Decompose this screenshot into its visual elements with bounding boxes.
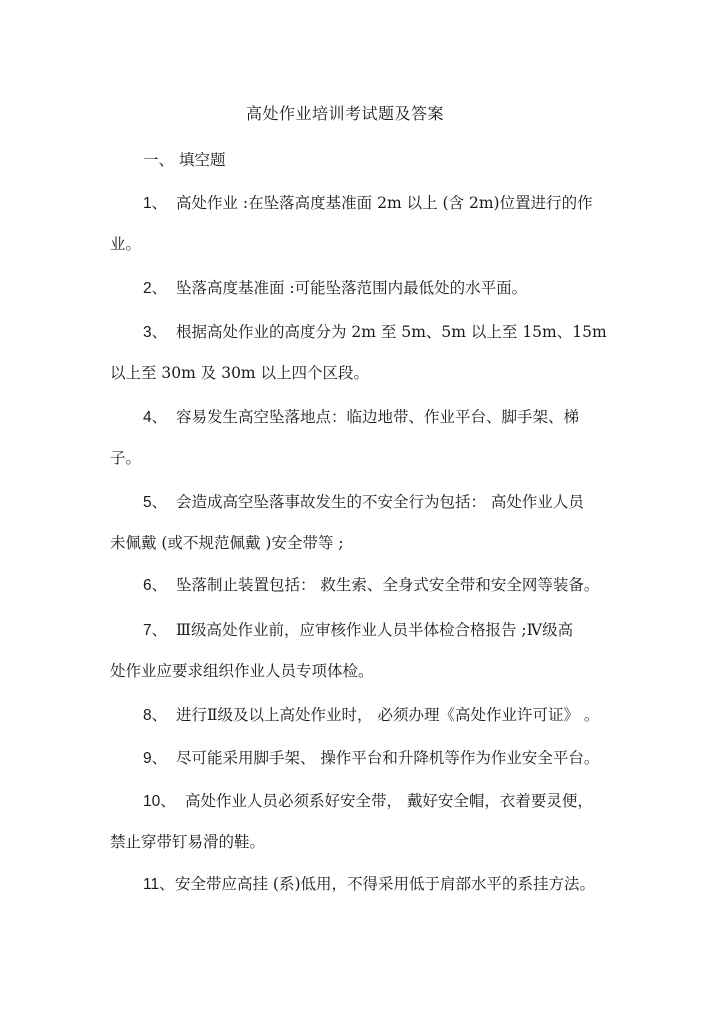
question-text-line1: 安全带应高挂 (系)低用，不得采用低于肩部水平的系挂方法。 — [175, 875, 596, 893]
question-number: 4、 — [143, 409, 168, 426]
question-item — [110, 312, 620, 394]
question-item — [110, 864, 620, 905]
question-item — [110, 695, 620, 736]
question-item — [110, 610, 620, 692]
question-number: 5、 — [143, 494, 168, 511]
question-item — [110, 781, 620, 863]
section-number: 一、 — [143, 151, 175, 169]
question-text-line2: 以上至 30m 及 30m 以上四个区段。 — [110, 364, 370, 382]
question-text-line1: 容易发生高空坠落地点：临边地带、作业平台、脚手架、梯 — [176, 408, 580, 426]
question-text-line2: 业。 — [110, 235, 142, 253]
question-number: 9、 — [143, 750, 168, 767]
section-heading — [143, 148, 226, 170]
question-number: 1、 — [143, 195, 168, 212]
question-text-line1: 进行Ⅱ级及以上高处作业时， 必须办理《高处作业许可证》 。 — [176, 706, 600, 724]
question-text-line1: Ⅲ级高处作业前，应审核作业人员半体检合格报告 ;Ⅳ级高 — [176, 621, 574, 639]
question-text-line1: 坠落制止装置包括： 救生索、全身式安全带和安全网等装备。 — [176, 576, 600, 594]
question-item — [110, 482, 620, 564]
question-number: 10、 — [143, 793, 176, 810]
question-text-line1: 尽可能采用脚手架、 操作平台和升降机等作为作业安全平台。 — [176, 749, 600, 767]
question-item — [110, 397, 620, 479]
question-item — [110, 738, 620, 779]
question-number: 2、 — [143, 280, 168, 297]
question-item — [110, 268, 620, 309]
question-text-line2: 未佩戴 (或不规范佩戴 )安全带等 ; — [110, 534, 344, 552]
section-title: 填空题 — [179, 151, 226, 169]
question-number: 8、 — [143, 707, 168, 724]
question-text-line1: 根据高处作业的高度分为 2m 至 5m、5m 以上至 15m、15m — [176, 323, 607, 341]
question-text-line1: 坠落高度基准面 :可能坠落范围内最低处的水平面。 — [176, 279, 528, 297]
question-text-line2: 子。 — [110, 449, 142, 467]
question-text-line2: 处作业应要求组织作业人员专项体检。 — [110, 662, 374, 680]
question-number: 3、 — [143, 324, 168, 341]
question-number: 11、 — [143, 876, 175, 893]
question-text-line1: 会造成高空坠落事故发生的不安全行为包括： 高处作业人员 — [176, 493, 584, 511]
question-item — [110, 565, 620, 606]
question-text-line1: 高处作业人员必须系好安全带， 戴好安全帽，衣着要灵便， — [185, 792, 593, 810]
question-number: 6、 — [143, 577, 168, 594]
question-text-line1: 高处作业 :在坠落高度基准面 2m 以上 (含 2m)位置进行的作 — [176, 194, 593, 212]
question-number: 7、 — [143, 622, 168, 639]
question-text-line2: 禁止穿带钉易滑的鞋。 — [110, 833, 266, 851]
question-item — [110, 183, 620, 265]
page-title: 高处作业培训考试题及答案 — [245, 104, 444, 123]
